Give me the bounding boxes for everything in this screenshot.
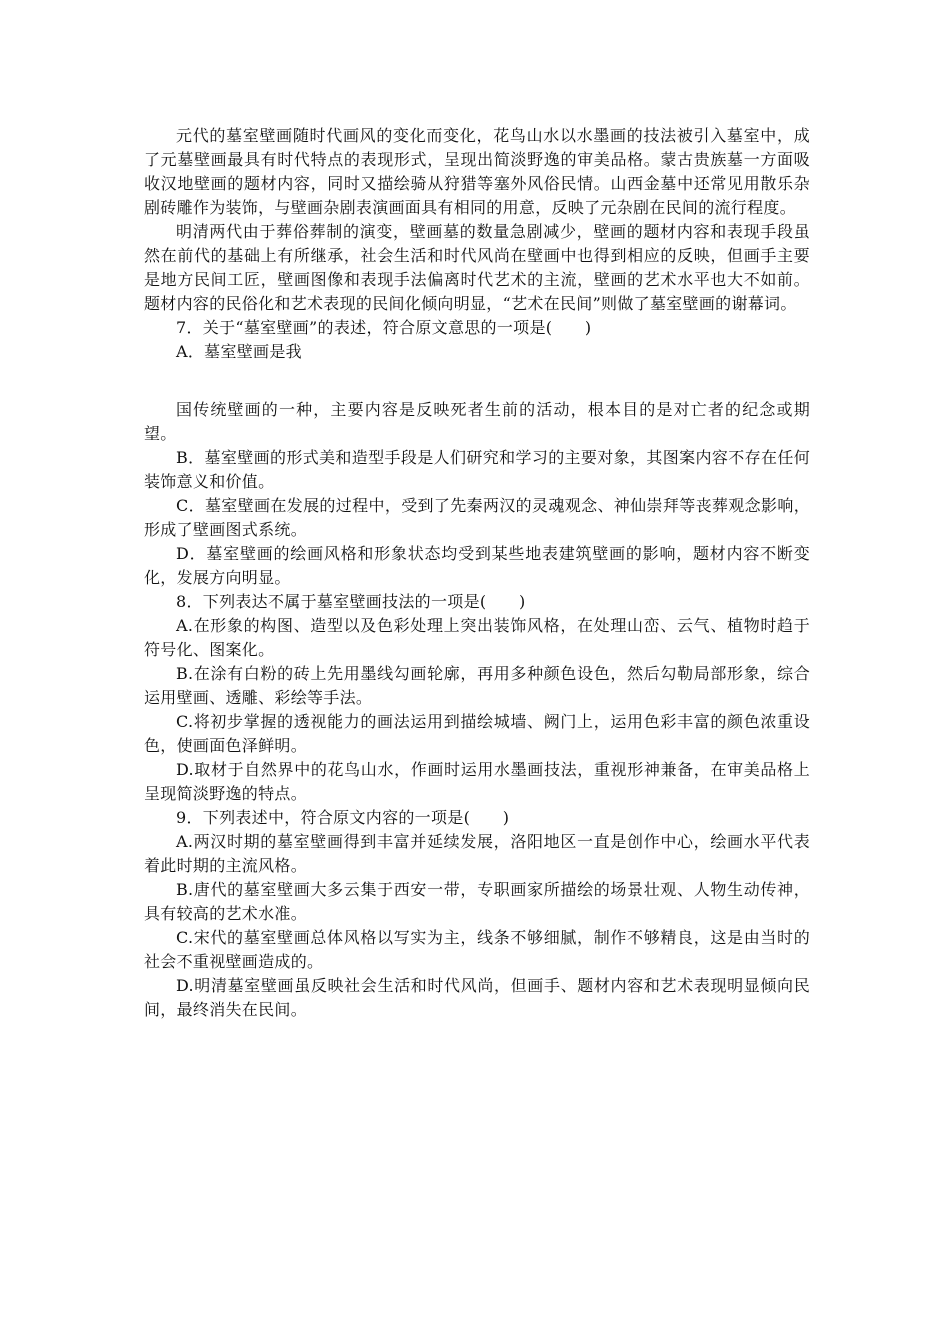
question-7 [144,316,810,590]
question-7-option-b: B．墓室壁画的形式美和造型手段是人们研究和学习的主要对象，其图案内容不存在任何装饰意义和价值。 [144,448,810,491]
question-9-option-b: B.唐代的墓室壁画大多云集于西安一带，专职画家所描绘的场景壮观、人物生动传神，具有较高的艺术水准。 [144,880,810,923]
question-7-option-a-start: A．墓室壁画是我 [176,342,302,361]
question-9-option-a: A.两汉时期的墓室壁画得到丰富并延续发展，洛阳地区一直是创作中心，绘画水平代表着此时期的主流风格。 [144,832,810,875]
question-9-option-c: C.宋代的墓室壁画总体风格以写实为主，线条不够细腻，制作不够精良，这是由当时的社会不重视壁画造成的。 [144,928,810,971]
passage-paragraph-1: 元代的墓室壁画随时代画风的变化而变化，花鸟山水以水墨画的技法被引入墓室中，成了元墓壁画最具有时代特点的表现形式，呈现出简淡野逸的审美品格。蒙古贵族墓一方面吸收汉地壁画的题材内容，同时又描绘骑从狩猎等塞外风俗民情。山西金墓中还常见用散乐杂剧砖雕作为装饰，与壁画杂剧表演画面具有相同的用意，反映了元杂剧在民间的流行程度。 [144,126,810,217]
question-8-option-c: C.将初步掌握的透视能力的画法运用到描绘城墙、阙门上，运用色彩丰富的颜色浓重设色，使画面色泽鲜明。 [144,712,810,755]
question-9 [144,806,810,1022]
document-page [144,124,810,1022]
question-7-option-c: C．墓室壁画在发展的过程中，受到了先秦两汉的灵魂观念、神仙崇拜等丧葬观念影响，形成了壁画图式系统。 [144,496,810,539]
passage-paragraph-2: 明清两代由于葬俗葬制的演变，壁画墓的数量急剧减少，壁画的题材内容和表现手段虽然在前代的基础上有所继承，社会生活和时代风尚在壁画中也得到相应的反映，但画手主要是地方民间工匠，壁画图像和表现手法偏离时代艺术的主流，壁画的艺术水平也大不如前。题材内容的民俗化和艺术表现的民间化倾向明显，“艺术在民间”则做了墓室壁画的谢幕词。 [144,222,810,313]
question-7-stem: 7．关于“墓室壁画”的表述，符合原文意思的一项是( ) [176,318,592,337]
question-7-option-d: D．墓室壁画的绘画风格和形象状态均受到某些地表建筑壁画的影响，题材内容不断变化，发展方向明显。 [144,544,810,587]
page-gap [144,364,810,398]
question-8-option-b: B.在涂有白粉的砖上先用墨线勾画轮廓，再用多种颜色设色，然后勾勒局部形象，综合运用壁画、透雕、彩绘等手法。 [144,664,810,707]
question-8-stem: 8．下列表达不属于墓室壁画技法的一项是( ) [176,592,526,611]
question-8 [144,590,810,806]
question-8-option-d: D.取材于自然界中的花鸟山水，作画时运用水墨画技法，重视形神兼备，在审美品格上呈现简淡野逸的特点。 [144,760,810,803]
question-9-option-d: D.明清墓室壁画虽反映社会生活和时代风尚，但画手、题材内容和艺术表现明显倾向民间，最终消失在民间。 [144,976,810,1019]
question-9-stem: 9．下列表述中，符合原文内容的一项是( ) [176,808,510,827]
question-7-option-a-continued: 国传统壁画的一种，主要内容是反映死者生前的活动，根本目的是对亡者的纪念或期望。 [144,400,810,443]
question-8-option-a: A.在形象的构图、造型以及色彩处理上突出装饰风格，在处理山峦、云气、植物时趋于符号化、图案化。 [144,616,810,659]
